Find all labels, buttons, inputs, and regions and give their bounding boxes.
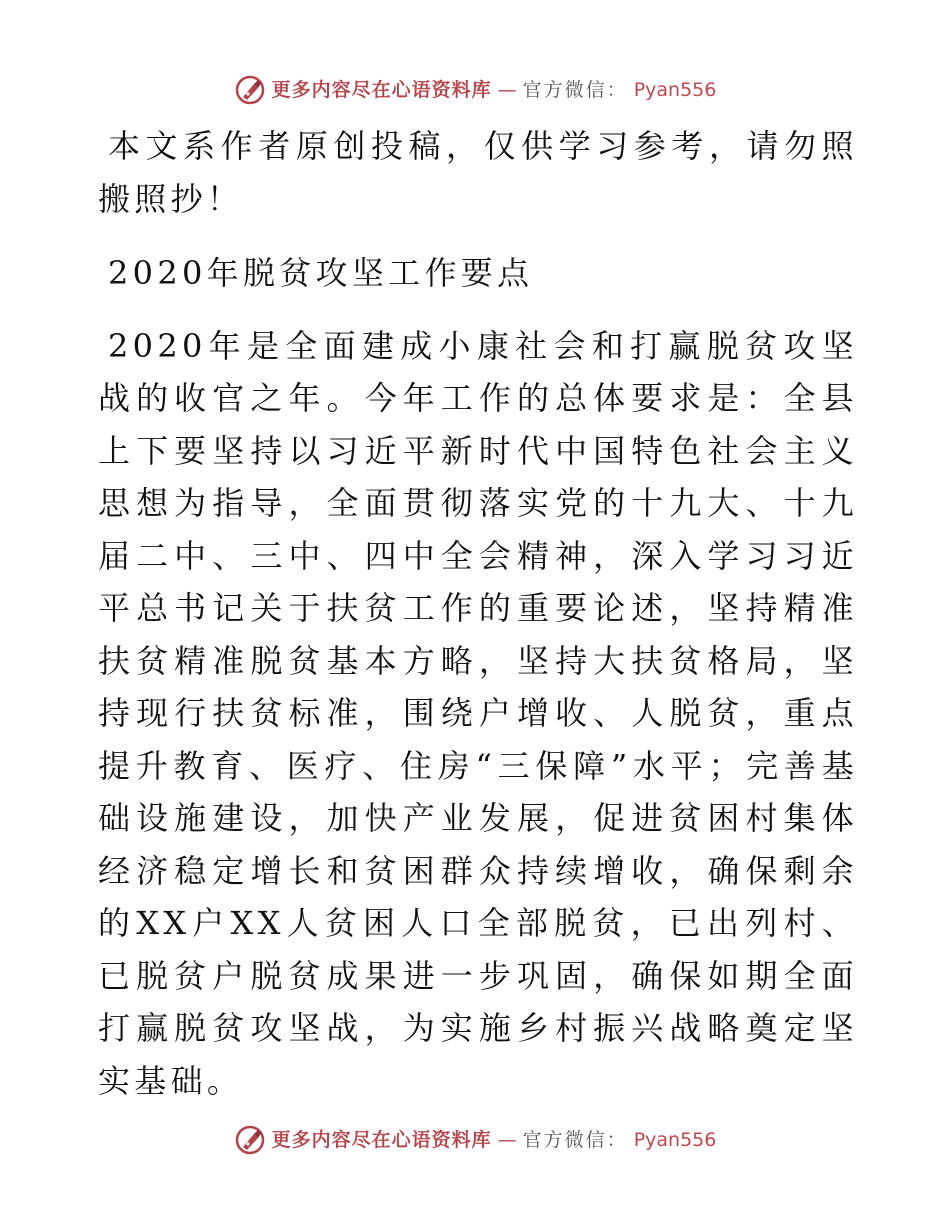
watermark-handle: Pyan556 (633, 79, 717, 101)
document-content (98, 120, 858, 1107)
footer-watermark (0, 1124, 950, 1156)
watermark-brand: 更多内容尽在心语资料库 (271, 1129, 492, 1151)
pen-nib-logo-icon (234, 1124, 266, 1156)
watermark-brand: 更多内容尽在心语资料库 (271, 79, 492, 101)
document-title: 2020年脱贫攻坚工作要点 (108, 254, 534, 292)
watermark-official-label: 官方微信： (522, 1129, 628, 1151)
pen-nib-logo-icon (234, 74, 266, 106)
watermark-handle: Pyan556 (633, 1129, 717, 1151)
watermark-separator: — (497, 1129, 517, 1151)
copyright-notice: 本文系作者原创投稿，仅供学习参考，请勿照搬照抄！ (98, 127, 858, 218)
watermark-official-label: 官方微信： (522, 79, 628, 101)
watermark-separator: — (497, 79, 517, 101)
header-watermark (0, 74, 950, 106)
document-body: 2020年是全面建成小康社会和打赢脱贫攻坚战的收官之年。今年工作的总体要求是：全县上下要坚持以习近平新时代中国特色社会主义思想为指导，全面贯彻落实党的十九大、十九届二中、三中、四中全会精神，深入学习习近平总书记关于扶贫工作的重要论述，坚持精准扶贫精准脱贫基本方略，坚持大扶贫格局，坚持现行扶贫标准，围绕户增收、人脱贫，重点提升教育、医疗、住房“三保障”水平；完善基础设施建设，加快产业发展，促进贫困村集体经济稳定增长和贫困群众持续增收，确保剩余的XX户XX人贫困人口全部脱贫，已出列村、已脱贫户脱贫成果进一步巩固，确保如期全面打赢脱贫攻坚战，为实施乡村振兴战略奠定坚实基础。 (98, 326, 858, 1100)
